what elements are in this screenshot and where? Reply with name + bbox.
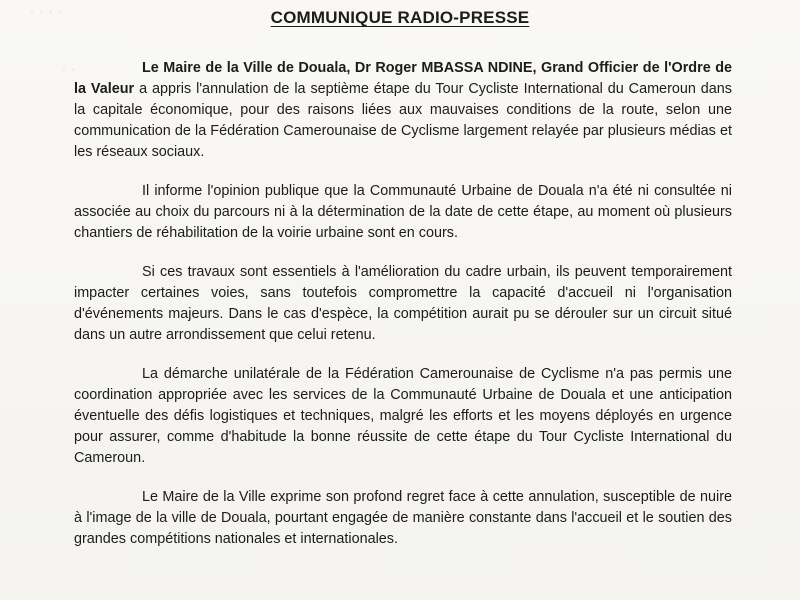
paragraph-4: La démarche unilatérale de la Fédération Camerounaise de Cyclisme n'a pas permis une coordination appropriée avec les services de la Communauté Urbaine de Douala et une anticipation éventuelle des défis logistiques et techniques, malgré les efforts et les moyens déployés en urgence pour assurer, comme d'habitude la bonne réussite de cette étape du Tour Cycliste International du Cameroun. bbox=[74, 366, 732, 466]
paragraph-5: Le Maire de la Ville exprime son profond regret face à cette annulation, susceptible de nuire à l'image de la ville de Douala, pourtant engagée de manière constante dans l'accueil et le soutien des grandes compétitions nationales et internationales. bbox=[74, 489, 732, 547]
bleed-through-marks-2: · · bbox=[62, 62, 77, 76]
bleed-through-marks: · · · · bbox=[30, 4, 63, 18]
paragraph-1-text: a appris l'annulation de la septième étape du Tour Cycliste International du Cameroun dans la capitale économique, pour des raisons liées aux mauvaises conditions de la route, selon une communication de la Fédération Camerounaise de Cyclisme largement relayée par plusieurs médias et les réseaux sociaux. bbox=[74, 81, 732, 160]
paragraph-3: Si ces travaux sont essentiels à l'amélioration du cadre urbain, ils peuvent temporairement impacter certaines voies, sans toutefois compromettre la capacité d'accueil ni l'organisation d'événements majeurs. Dans le cas d'espèce, la compétition aurait pu se dérouler sur un circuit situé dans un autre arrondissement que celui retenu. bbox=[74, 264, 732, 343]
paragraph-1-lead: Le Maire de la Ville de Douala, Dr Roger MBASSA NDINE, Grand Officier de l'Ordre de la Valeur bbox=[74, 60, 732, 97]
document-body bbox=[74, 58, 732, 568]
page-title-text: COMMUNIQUE RADIO-PRESSE bbox=[270, 8, 530, 27]
page-title bbox=[0, 8, 800, 28]
paragraph-1 bbox=[74, 58, 732, 163]
paragraph-2: Il informe l'opinion publique que la Communauté Urbaine de Douala n'a été ni consultée ni associée au choix du parcours ni à la détermination de la date de cette étape, au moment où plusieurs chantiers de réhabilitation de la voirie urbaine sont en cours. bbox=[74, 183, 732, 241]
